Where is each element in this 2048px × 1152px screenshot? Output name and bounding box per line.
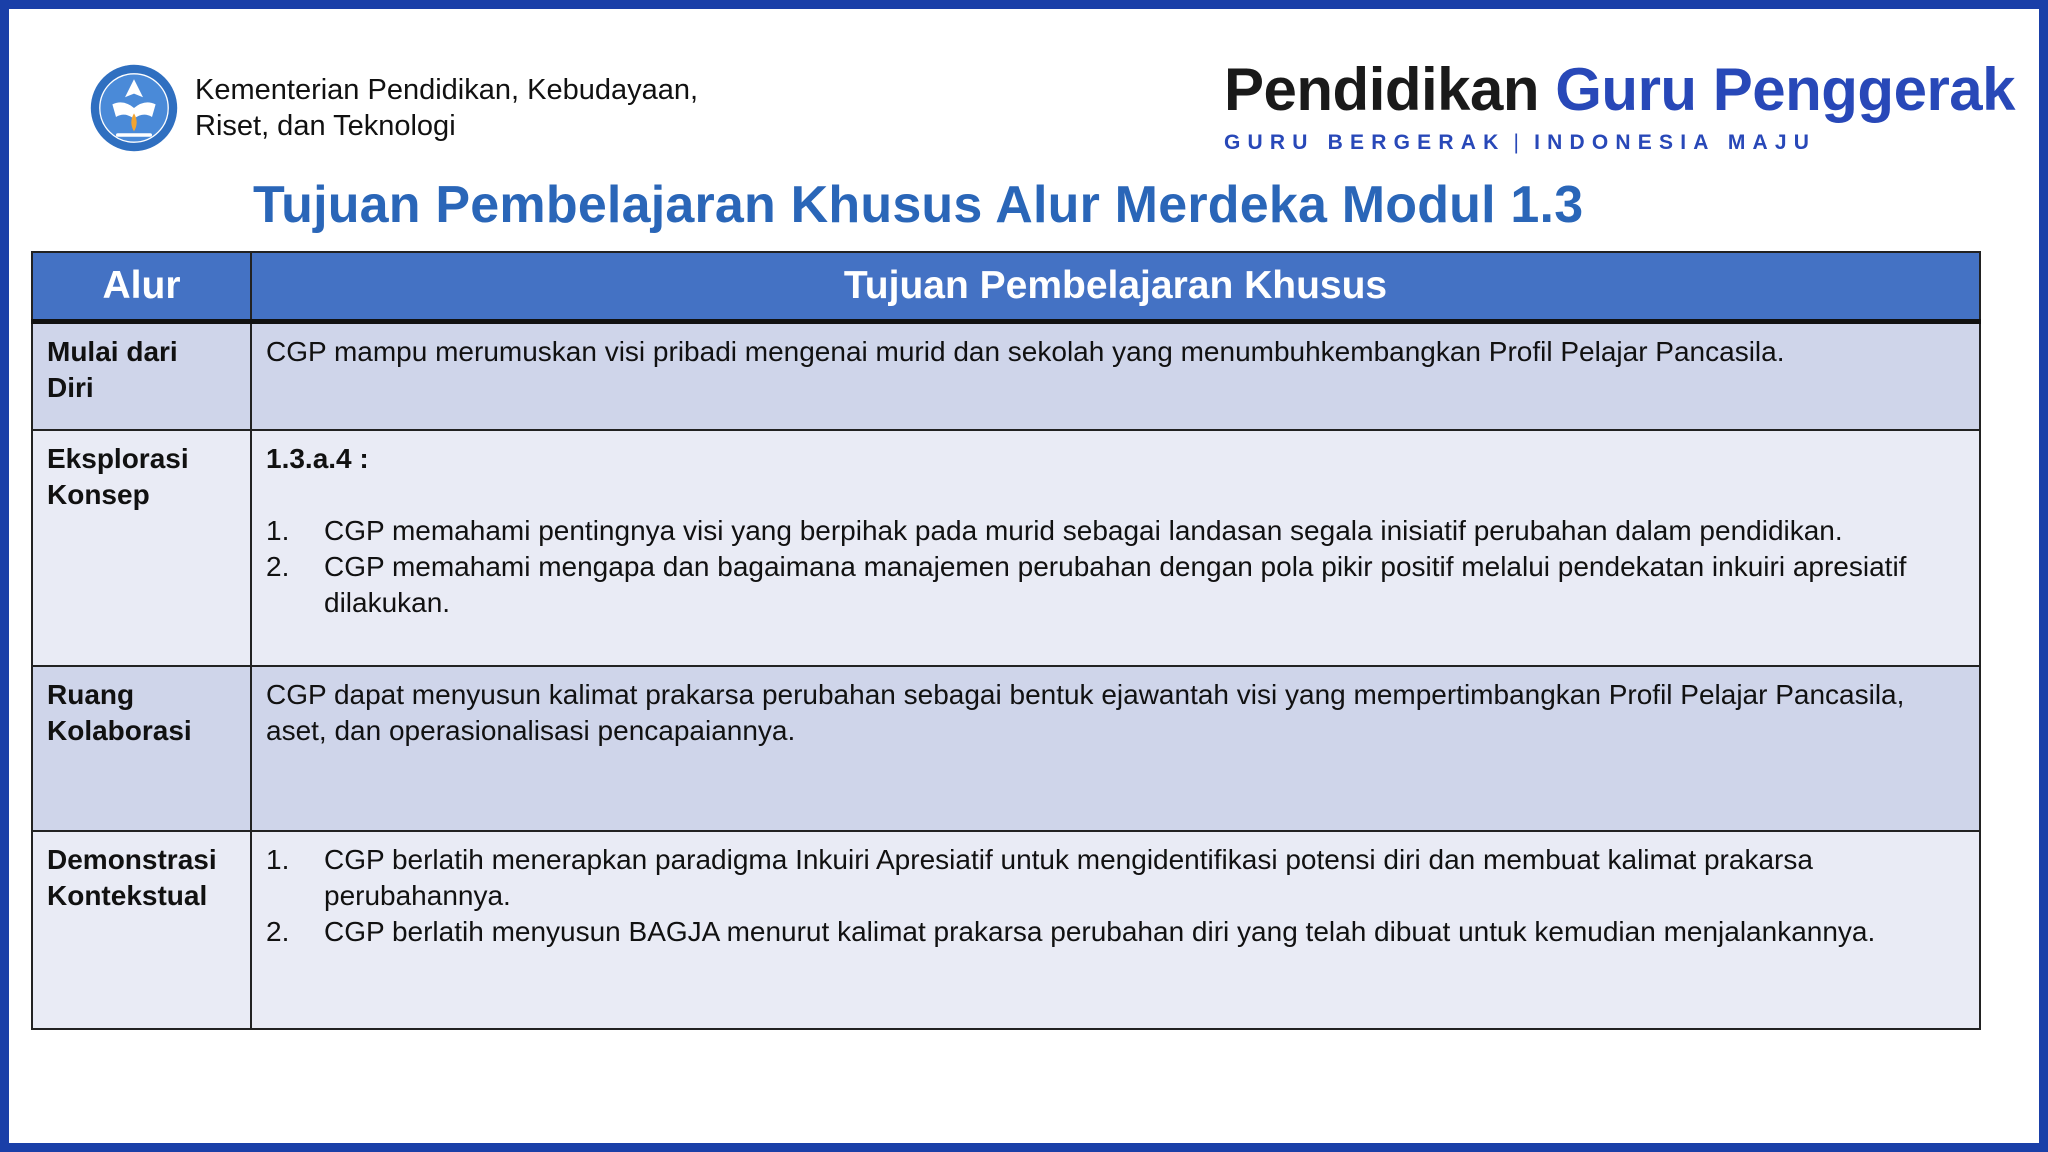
alur-label-line1: Mulai dari xyxy=(47,336,178,367)
tut-wuri-handayani-logo-icon xyxy=(89,63,179,153)
page-title: Tujuan Pembelajaran Khusus Alur Merdeka Modul 1.3 xyxy=(253,176,1584,234)
ministry-name-line2: Riset, dan Teknologi xyxy=(195,110,456,142)
list-item xyxy=(266,549,1965,621)
program-tagline xyxy=(1224,131,2004,155)
column-header-tujuan: Tujuan Pembelajaran Khusus xyxy=(251,252,1980,322)
program-brand xyxy=(1224,56,2016,155)
list-item-text: CGP memahami mengapa dan bagaimana manajemen perubahan dengan pola pikir positif melalui pendekatan inkuiri apresiatif dilakukan. xyxy=(324,550,1907,618)
alur-label-line2: Diri xyxy=(47,372,94,403)
objective-list xyxy=(266,513,1965,621)
objective-cell xyxy=(251,430,1980,666)
objective-list xyxy=(266,842,1965,950)
list-item xyxy=(266,914,1965,950)
list-item-number: 1. xyxy=(266,843,290,875)
table-row-eksplorasi-konsep xyxy=(32,430,1980,666)
ministry-block xyxy=(89,63,698,153)
alur-cell xyxy=(32,322,251,430)
objective-cell xyxy=(251,666,1980,831)
table-row-mulai-dari-diri xyxy=(32,322,1980,430)
alur-label-line1: Eksplorasi xyxy=(47,442,189,474)
objective-text: CGP dapat menyusun kalimat prakarsa perubahan sebagai bentuk ejawantah visi yang mempertimbangkan Profil Pelajar Pancasila, aset, dan operasionalisasi pencapaiannya. xyxy=(266,678,1905,746)
tagline-separator: | xyxy=(1513,131,1527,154)
alur-label-line2: Konsep xyxy=(47,478,150,510)
table-header-row xyxy=(32,252,1980,322)
alur-cell xyxy=(32,666,251,831)
brand-word-pendidikan: Pendidikan xyxy=(1224,56,1540,123)
list-item-number: 2. xyxy=(266,915,290,947)
alur-label-line1: Demonstrasi xyxy=(47,843,217,875)
objective-text: CGP mampu merumuskan visi pribadi mengenai murid dan sekolah yang menumbuhkembangkan Profil Pelajar Pancasila. xyxy=(266,336,1785,367)
program-logo-title xyxy=(1224,56,2016,123)
alur-cell xyxy=(32,831,251,1029)
list-item-number: 1. xyxy=(266,514,290,546)
table-row-ruang-kolaborasi xyxy=(32,666,1980,831)
alur-label-line1: Ruang xyxy=(47,678,135,710)
objective-cell xyxy=(251,831,1980,1029)
tagline-left: GURU BERGERAK xyxy=(1224,131,1506,154)
objective-cell xyxy=(251,322,1980,430)
objectives-table xyxy=(31,251,1981,1030)
list-item-text: CGP berlatih menyusun BAGJA menurut kalimat prakarsa perubahan diri yang telah dibuat untuk kemudian menjalankannya. xyxy=(324,915,1876,947)
objective-code: 1.3.a.4 : xyxy=(266,442,369,474)
ministry-name-line1: Kementerian Pendidikan, Kebudayaan, xyxy=(195,74,699,106)
list-item xyxy=(266,513,1965,549)
table-row-demonstrasi-kontekstual xyxy=(32,831,1980,1029)
column-header-alur: Alur xyxy=(32,252,251,322)
list-item xyxy=(266,842,1965,914)
alur-label-line2: Kontekstual xyxy=(47,879,208,911)
alur-cell xyxy=(32,430,251,666)
brand-word-guru-penggerak: Guru Penggerak xyxy=(1555,56,2016,123)
list-item-text: CGP memahami pentingnya visi yang berpihak pada murid sebagai landasan segala inisiatif perubahan dalam pendidikan. xyxy=(324,514,1843,546)
alur-label-line2: Kolaborasi xyxy=(47,714,192,746)
list-item-number: 2. xyxy=(266,550,290,582)
list-item-text: CGP berlatih menerapkan paradigma Inkuiri Apresiatif untuk mengidentifikasi potensi diri dan membuat kalimat prakarsa perubahannya. xyxy=(324,843,1813,911)
tagline-right: INDONESIA MAJU xyxy=(1534,131,1817,154)
